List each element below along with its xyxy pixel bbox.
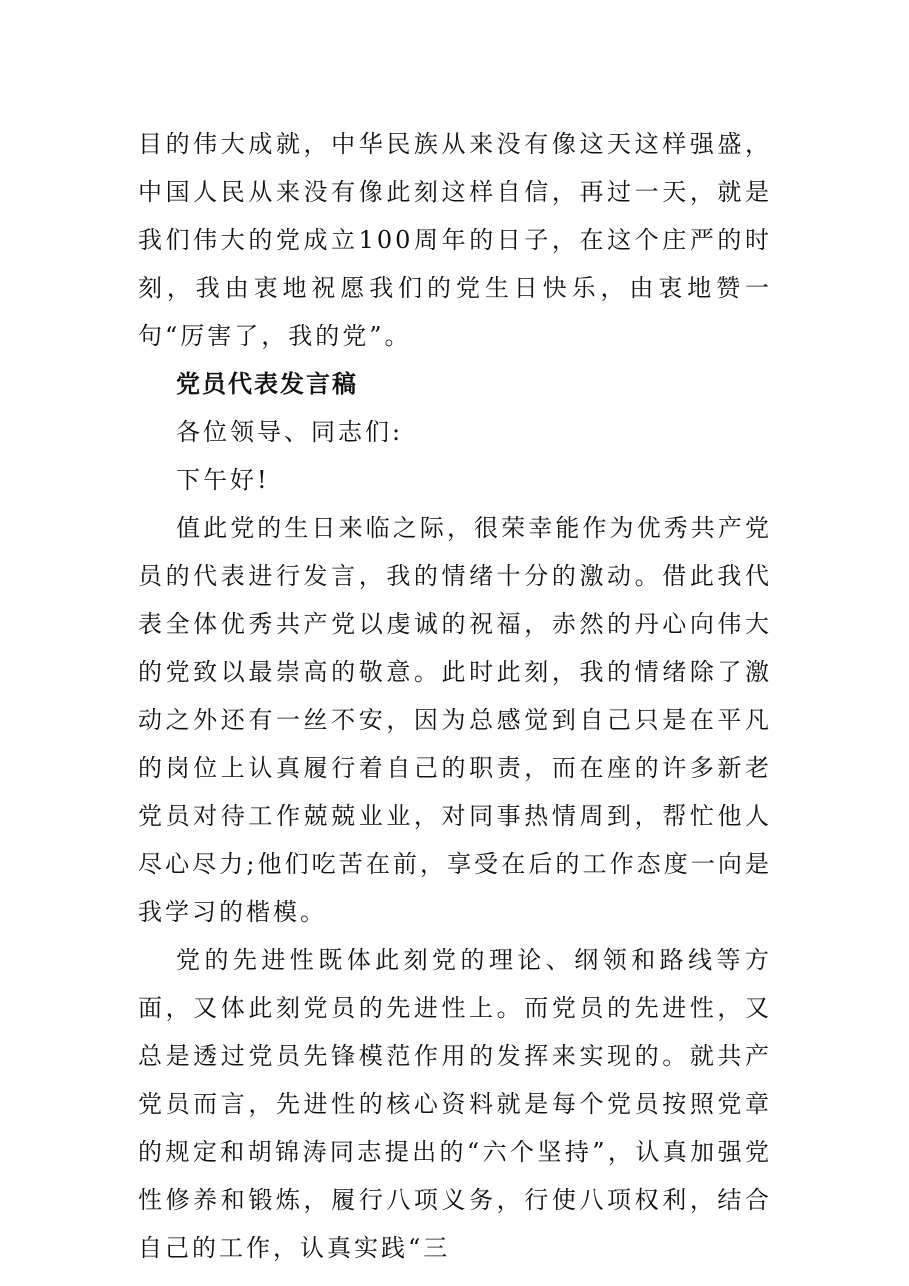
speech-title: 党员代表发言稿 [176,370,358,398]
document-page [138,120,772,1272]
body-paragraph-1: 值此党的生日来临之际，很荣幸能作为优秀共产党员的代表进行发言，我的情绪十分的激动。借此我代表全体优秀共产党以虔诚的祝福，赤然的丹心向伟大的党致以最崇高的敬意。此时此刻，我的情绪除了激动之外还有一丝不安，因为总感觉到自己只是在平凡的岗位上认真履行着自己的职责，而在座的许多新老党员对待工作兢兢业业，对同事热情周到，帮忙他人尽心尽力;他们吃苦在前，享受在后的工作态度一向是我学习的楷模。 [138,514,772,926]
greeting: 下午好! [176,466,270,494]
continuation-paragraph: 目的伟大成就，中华民族从来没有像这天这样强盛，中国人民从来没有像此刻这样自信，再过一天，就是我们伟大的党成立100周年的日子，在这个庄严的时刻，我由衷地祝愿我们的党生日快乐，由衷地赞一句“厉害了，我的党”。 [138,130,772,350]
body-paragraph-2: 党的先进性既体此刻党的理论、纲领和路线等方面，又体此刻党员的先进性上。而党员的先进性，又总是透过党员先锋模范作用的发挥来实现的。就共产党员而言，先进性的核心资料就是每个党员按照党章的规定和胡锦涛同志提出的“六个坚持”，认真加强党性修养和锻炼，履行八项义务，行使八项权利，结合自己的工作，认真实践“三 [138,946,772,1262]
salutation: 各位领导、同志们: [176,418,404,446]
